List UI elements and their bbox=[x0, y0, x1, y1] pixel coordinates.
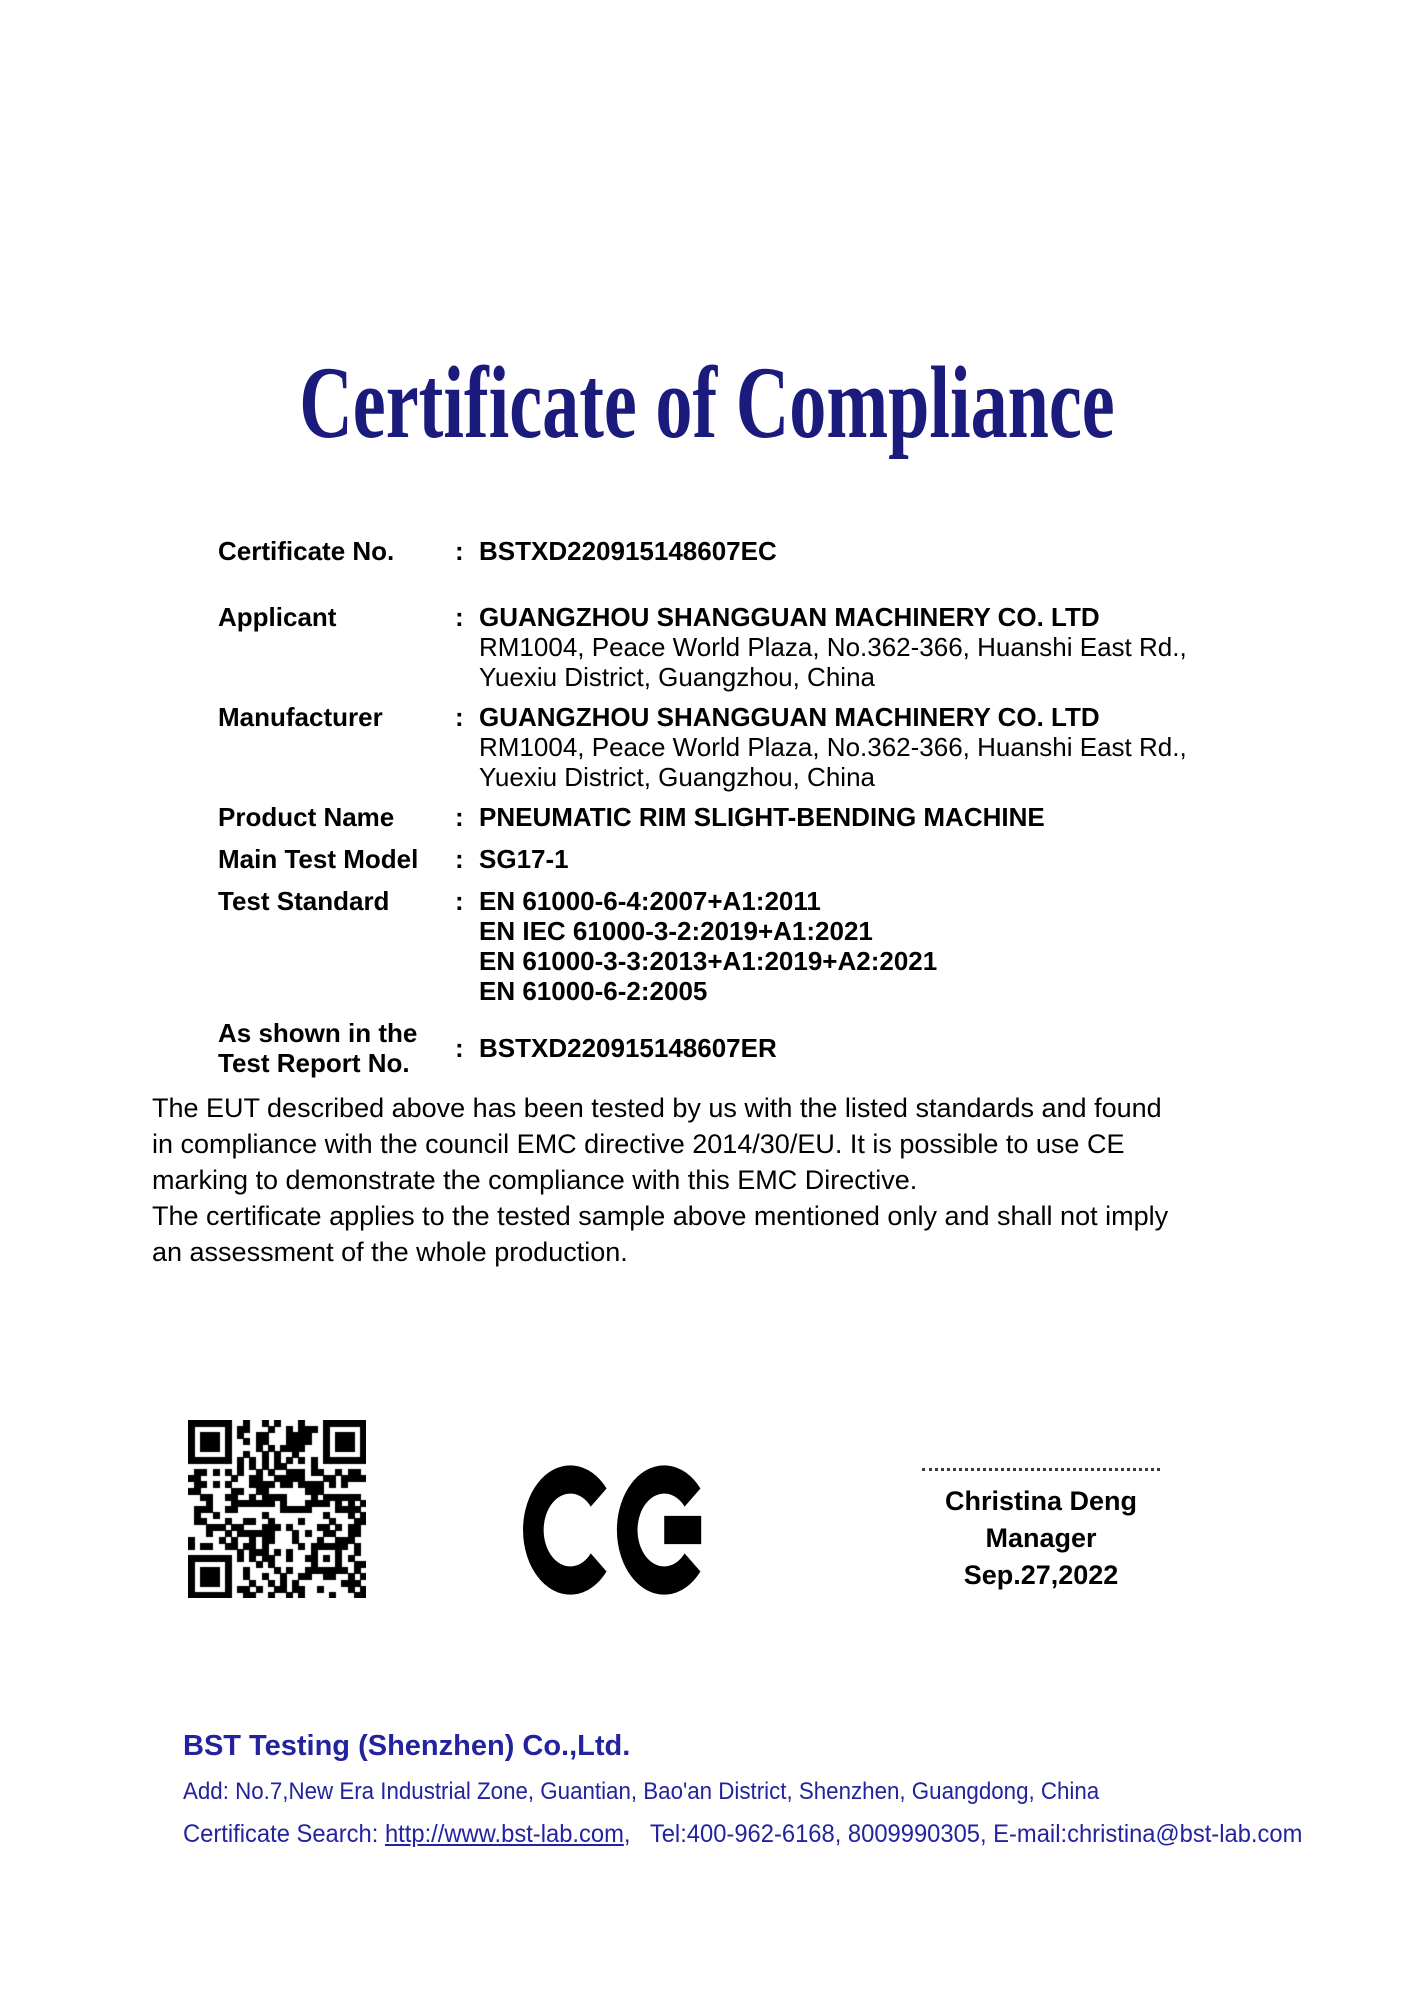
ce-mark-icon bbox=[522, 1462, 714, 1598]
field-value: PNEUMATIC RIM SLIGHT-BENDING MACHINE bbox=[479, 802, 1045, 832]
compliance-statement bbox=[152, 1090, 1272, 1270]
certificate-details bbox=[218, 536, 1278, 1088]
certificate-search-rest: , Tel:400-962-6168, 8009990305, E-mail:christina@bst-lab.com bbox=[623, 1820, 1303, 1848]
field-colon: : bbox=[455, 1033, 464, 1063]
issuer-name: BST Testing (Shenzhen) Co.,Ltd. bbox=[183, 1730, 631, 1762]
field-label: Product Name bbox=[218, 802, 395, 832]
signature-date: Sep.27,2022 bbox=[963, 1560, 1119, 1590]
test-standard-line: EN 61000-6-4:2007+A1:2011 bbox=[479, 886, 821, 916]
field-colon: : bbox=[455, 702, 464, 732]
issuer-address: Add: No.7,New Era Industrial Zone, Guantian, Bao'an District, Shenzhen, Guangdong, China bbox=[183, 1778, 1100, 1805]
field-value: BSTXD220915148607ER bbox=[479, 1033, 777, 1063]
signature-block bbox=[908, 1468, 1174, 1594]
statement-line: The EUT described above has been tested by us with the listed standards and found bbox=[152, 1093, 1162, 1123]
field-label: Test Standard bbox=[218, 886, 390, 916]
field-colon: : bbox=[455, 844, 464, 874]
test-standard-line: EN 61000-6-2:2005 bbox=[479, 976, 708, 1006]
applicant-address-line2: Yuexiu District, Guangzhou, China bbox=[479, 662, 875, 692]
signature-dotted-line bbox=[922, 1468, 1160, 1471]
qr-code bbox=[188, 1420, 366, 1598]
manufacturer-name: GUANGZHOU SHANGGUAN MACHINERY CO. LTD bbox=[479, 702, 1100, 732]
field-manufacturer bbox=[218, 702, 1278, 792]
field-label: Manufacturer bbox=[218, 702, 383, 732]
field-label: Applicant bbox=[218, 602, 337, 632]
manufacturer-address-line2: Yuexiu District, Guangzhou, China bbox=[479, 762, 875, 792]
field-value bbox=[479, 886, 937, 1006]
field-test-report-no bbox=[218, 1018, 1278, 1078]
statement-line: The certificate applies to the tested sample above mentioned only and shall not imply bbox=[152, 1201, 1169, 1231]
test-standard-line: EN 61000-3-3:2013+A1:2019+A2:2021 bbox=[479, 946, 938, 976]
applicant-address-line1: RM1004, Peace World Plaza, No.362-366, Huanshi East Rd., bbox=[479, 632, 1187, 662]
manufacturer-address-line1: RM1004, Peace World Plaza, No.362-366, Huanshi East Rd., bbox=[479, 732, 1187, 762]
certificate-search-url[interactable]: http://www.bst-lab.com bbox=[384, 1820, 624, 1848]
field-colon: : bbox=[455, 602, 464, 632]
field-colon: : bbox=[455, 802, 464, 832]
field-value: SG17-1 bbox=[479, 844, 569, 874]
certificate-search-label: Certificate Search: bbox=[183, 1820, 385, 1848]
field-colon: : bbox=[455, 886, 464, 916]
statement-line: marking to demonstrate the compliance with this EMC Directive. bbox=[152, 1165, 918, 1195]
field-colon: : bbox=[455, 536, 464, 566]
statement-line: in compliance with the council EMC directive 2014/30/EU. It is possible to use CE bbox=[152, 1129, 1125, 1159]
field-label: Certificate No. bbox=[218, 536, 395, 566]
signatory-name: Christina Deng bbox=[944, 1486, 1138, 1516]
certificate-search-line bbox=[183, 1820, 1302, 1849]
field-value: BSTXD220915148607EC bbox=[479, 536, 777, 566]
field-value bbox=[479, 602, 1187, 692]
field-label bbox=[218, 1018, 455, 1078]
field-label-line2: Test Report No. bbox=[218, 1048, 410, 1078]
field-value bbox=[479, 702, 1187, 792]
field-product-name bbox=[218, 802, 1278, 832]
statement-line: an assessment of the whole production. bbox=[152, 1237, 628, 1267]
test-standard-line: EN IEC 61000-3-2:2019+A1:2021 bbox=[479, 916, 873, 946]
field-certificate-no bbox=[218, 536, 1278, 566]
signatory-title: Manager bbox=[985, 1523, 1097, 1553]
field-test-standard bbox=[218, 886, 1278, 1006]
field-main-test-model bbox=[218, 844, 1278, 874]
certificate-title: Certificate of Compliance bbox=[299, 346, 1115, 460]
applicant-name: GUANGZHOU SHANGGUAN MACHINERY CO. LTD bbox=[479, 602, 1100, 632]
field-label-line1: As shown in the bbox=[218, 1018, 418, 1048]
field-applicant bbox=[218, 602, 1278, 692]
field-label: Main Test Model bbox=[218, 844, 419, 874]
